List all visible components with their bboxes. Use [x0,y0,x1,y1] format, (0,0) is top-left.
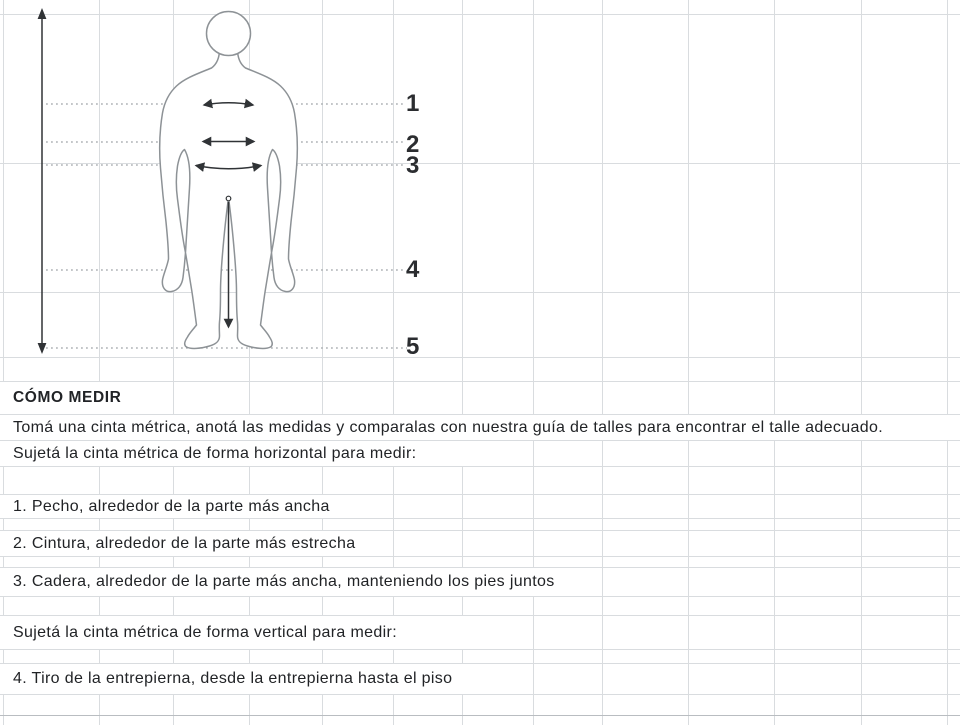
grid-line [0,14,960,15]
grid-line [774,0,775,725]
height-arrow [38,8,47,354]
step-4-text: 4. Tiro de la entrepierna, desde la entrepierna hasta el piso [13,670,453,687]
grid-line [0,163,960,164]
step-2-text: 2. Cintura, alrededor de la parte más estrecha [13,534,356,552]
hold-vertical-text: Sujetá la cinta métrica de forma vertical para medir: [13,623,398,641]
intro-text: Tomá una cinta métrica, anotá las medidas y comparalas con nuestra guía de talles para encontrar el talle adecuado. [13,418,884,436]
measure-marker-5: 5 [406,333,420,360]
row-step-2 [3,530,393,557]
inseam-arrow-origin [226,196,231,201]
row-step-1 [3,494,393,519]
row-step-4 [3,663,533,695]
step-1-text: 1. Pecho, alrededor de la parte más ancha [13,497,330,515]
chest-arrow [204,103,253,105]
step-3-text: 3. Cadera, alrededor de la parte más ancha, manteniendo los pies juntos [13,573,555,590]
heading-text: CÓMO MEDIR [13,389,122,406]
grid-line [688,0,689,725]
grid-line [0,357,960,358]
measure-marker-1: 1 [406,90,420,117]
head-outline [207,12,251,56]
row-hold-horizontal [3,440,533,467]
hip-arrow [196,166,261,169]
grid-line [0,715,960,716]
measure-marker-4: 4 [406,256,420,283]
measure-marker-3: 3 [406,152,420,179]
grid-line [602,0,603,725]
height-arrow-bottom-head [38,343,47,354]
hold-horizontal-text: Sujetá la cinta métrica de forma horizontal para medir: [13,444,417,462]
row-heading [3,381,173,415]
row-hold-vertical [3,615,533,650]
grid-line [861,0,862,725]
body-silhouette [160,49,298,348]
grid-line [947,0,948,725]
row-intro [3,414,957,441]
row-step-3 [3,567,602,597]
measure-marker-2: 2 [406,131,420,158]
grid-line [533,0,534,725]
grid-line [0,292,960,293]
